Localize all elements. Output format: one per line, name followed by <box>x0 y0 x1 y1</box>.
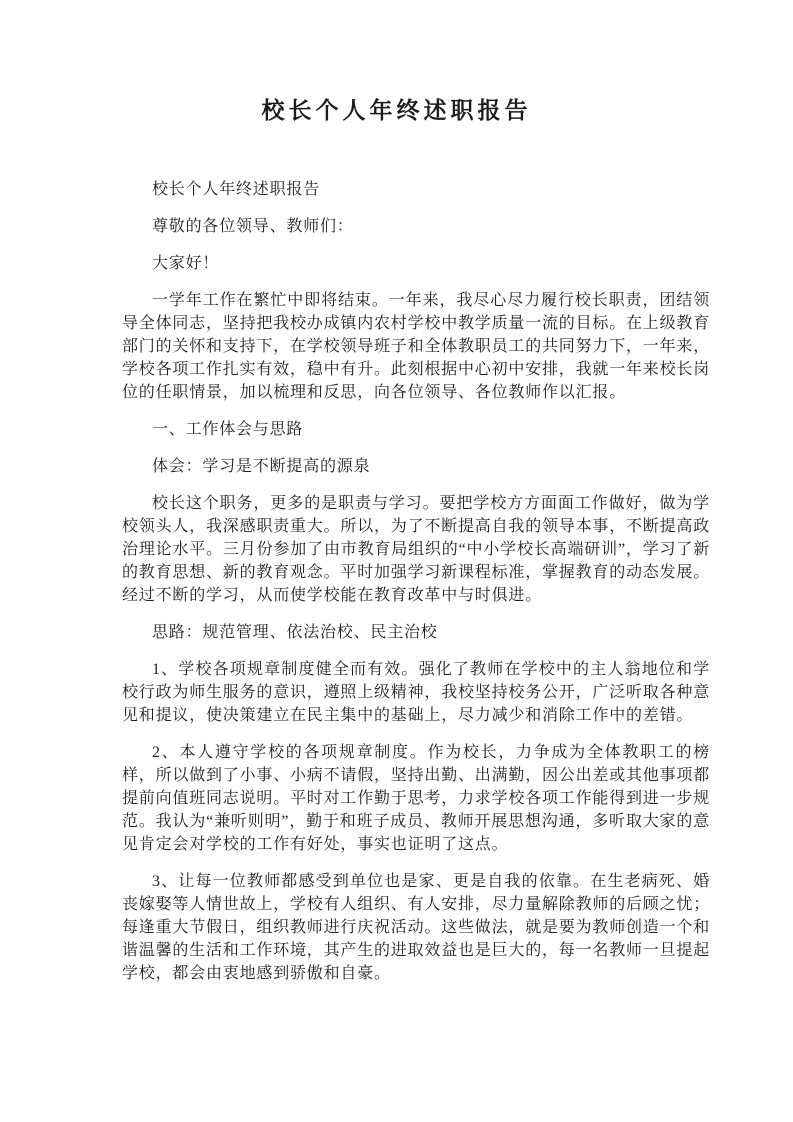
paragraph-title-line: 校长个人年终述职报告 <box>152 181 321 198</box>
paragraph-item-2: 2、本人遵守学校的各项规章制度。作为校长，力争成为全体教职工的榜样，所以做到了小事、小病不请假，坚持出勤、出满勤，因公出差或其他事项都提前向值班同志说明。平时对工作勤于思考，力求学校各项工作能得到进一步规范。我认为“兼听则明”，勤于和班子成员、教师开展思想沟通，多听取大家的意见肯定会对学校的工作有好处，事实也证明了这点。 <box>122 744 711 853</box>
paragraph-section-heading: 一、工作体会与思路 <box>152 421 304 438</box>
paragraph-intro: 一学年工作在繁忙中即将结束。一年来，我尽心尽力履行校长职责，团结领导全体同志，坚持把我校办成镇内农村学校中教学质量一流的目标。在上级教育部门的关怀和支持下，在学校领导班子和全体教职员工的共同努力下，一年来，学校各项工作扎实有效，稳中有升。此刻根据中心初中安排，我就一年来校长岗位的任职情景，加以梳理和反思，向各位领导、各位教师作以汇报。 <box>122 292 711 401</box>
paragraph-salutation: 尊敬的各位领导、教师们： <box>152 218 354 235</box>
paragraph-silu: 思路：规范管理、依法治校、民主治校 <box>152 624 438 641</box>
paragraph-item-3: 3、让每一位教师都感受到单位也是家、更是自我的依靠。在生老病死、婚丧嫁娶等人情世故上，学校有人组织、有人安排，尽力量解除教师的后顾之忧；每逢重大节假日，组织教师进行庆祝活动。这些做法，就是要为教师创造一个和谐温馨的生活和工作环境，其产生的进取效益也是巨大的，每一名教师一旦提起学校，都会由衷地感到骄傲和自豪。 <box>122 873 711 982</box>
paragraph-item-1: 1、学校各项规章制度健全而有效。强化了教师在学校中的主人翁地位和学校行政为师生服务的意识，遵照上级精神，我校坚持校务公开，广泛听取各种意见和提议，使决策建立在民主集中的基础上，尽力减少和消除工作中的差错。 <box>122 661 711 724</box>
paragraph-greeting: 大家好！ <box>152 255 220 272</box>
paragraph-learning: 校长这个职务，更多的是职责与学习。要把学校方方面面工作做好，做为学校领头人，我深感职责重大。所以，为了不断提高自我的领导本事，不断提高政治理论水平。三月份参加了由市教育局组织的“中小学校长高端研训”，学习了新的教育思想、新的教育观念。平时加强学习新课程标准，掌握教育的动态发展。经过不断的学习，从而使学校能在教育改革中与时俱进。 <box>122 495 711 604</box>
paragraph-tihui: 体会：学习是不断提高的源泉 <box>152 458 371 475</box>
document-title: 校长个人年终述职报告 <box>261 98 532 123</box>
